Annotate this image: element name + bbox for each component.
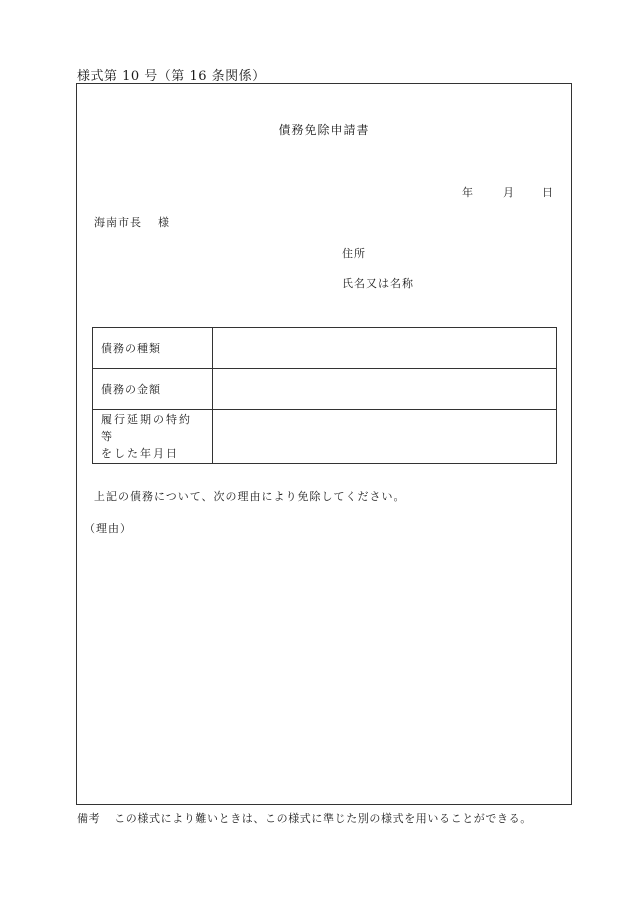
debt-type-label: 債務の種類: [93, 328, 213, 369]
applicant-name-label: 氏名又は名称: [342, 277, 414, 290]
reason-label: （理由）: [84, 522, 132, 535]
form-number: 様式第 10 号（第 16 条関係）: [77, 69, 266, 84]
applicant-address-label: 住所: [342, 247, 366, 260]
deferral-date-label: [93, 410, 213, 464]
date-month-label: 月: [503, 186, 514, 199]
debt-amount-field[interactable]: [213, 369, 557, 410]
deferral-date-field[interactable]: [213, 410, 557, 464]
deferral-date-label-line2: をした年月日: [101, 447, 179, 460]
remarks-text: この様式により難いときは、この様式に準じた別の様式を用いることができる。: [114, 812, 532, 825]
remarks-note: [77, 810, 532, 826]
table-row: [93, 328, 557, 369]
debt-type-field[interactable]: [213, 328, 557, 369]
table-row: [93, 410, 557, 464]
request-statement: 上記の債務について、次の理由により免除してください。: [94, 490, 406, 503]
remarks-heading: 備考: [77, 812, 101, 825]
addressee-name: 海南市長: [94, 216, 142, 229]
form-title: 債務免除申請書: [278, 123, 370, 137]
date-day-label: 日: [542, 186, 553, 199]
addressee-honorific: 様: [158, 216, 170, 229]
date-line: [462, 184, 553, 200]
table-row: [93, 369, 557, 410]
application-form: [76, 83, 572, 805]
debt-info-table: [92, 327, 557, 464]
date-year-label: 年: [462, 186, 473, 199]
deferral-date-label-line1: 履行延期の特約等: [101, 413, 192, 443]
addressee: [94, 214, 170, 230]
debt-amount-label: 債務の金額: [93, 369, 213, 410]
